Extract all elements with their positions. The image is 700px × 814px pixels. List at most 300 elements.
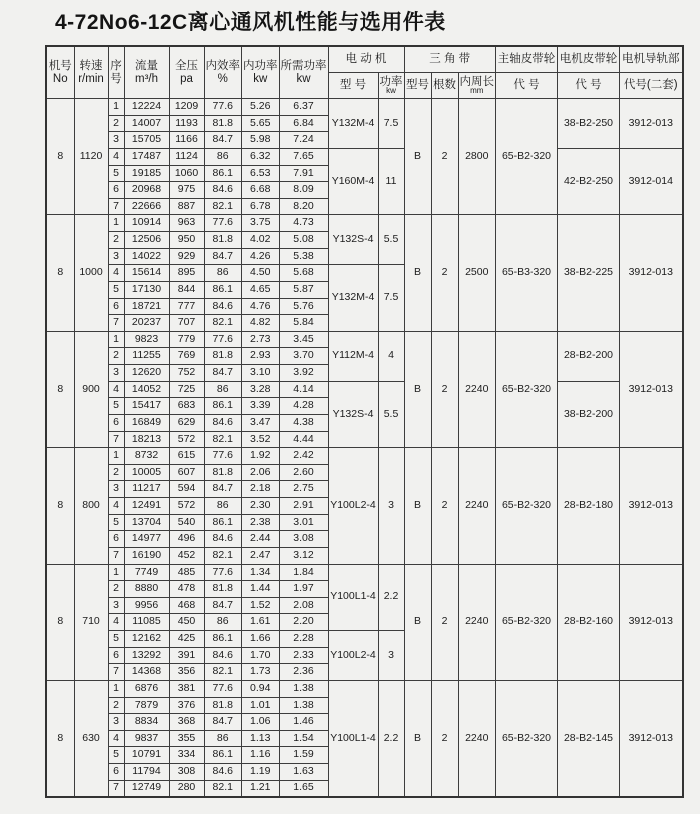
cell-motor-power: 5.5 bbox=[378, 215, 404, 265]
cell-rail-code: 3912-013 bbox=[620, 680, 683, 796]
cell-pressure: 1166 bbox=[169, 132, 204, 149]
cell-belt-count: 2 bbox=[431, 448, 458, 564]
cell-flow: 12491 bbox=[124, 498, 169, 515]
header-motor-sub-1: 功率 kw bbox=[378, 73, 404, 99]
cell-flow: 7879 bbox=[124, 697, 169, 714]
cell-required-power: 3.08 bbox=[279, 531, 328, 548]
header-flow: 流量 m³/h bbox=[124, 46, 169, 99]
cell-flow: 9837 bbox=[124, 730, 169, 747]
cell-internal-power: 1.44 bbox=[242, 581, 280, 598]
cell-pressure: 779 bbox=[169, 331, 204, 348]
cell-required-power: 3.45 bbox=[279, 331, 328, 348]
cell-rail-code: 3912-013 bbox=[620, 99, 683, 149]
cell-efficiency: 84.7 bbox=[204, 714, 242, 731]
cell-required-power: 2.91 bbox=[279, 498, 328, 515]
cell-seq: 2 bbox=[108, 348, 124, 365]
cell-pressure: 496 bbox=[169, 531, 204, 548]
cell-efficiency: 82.1 bbox=[204, 547, 242, 564]
cell-seq: 3 bbox=[108, 597, 124, 614]
cell-required-power: 2.36 bbox=[279, 664, 328, 681]
cell-required-power: 2.08 bbox=[279, 597, 328, 614]
header-group-motor: 电 动 机 bbox=[328, 46, 404, 73]
cell-speed: 1120 bbox=[74, 99, 108, 215]
cell-belt-model: B bbox=[404, 99, 431, 215]
cell-shaft-pulley-code: 65-B2-320 bbox=[496, 680, 558, 796]
cell-seq: 6 bbox=[108, 414, 124, 431]
cell-required-power: 1.65 bbox=[279, 780, 328, 797]
cell-required-power: 7.91 bbox=[279, 165, 328, 182]
table-head bbox=[46, 46, 683, 99]
header-motor-rail-sub-0: 代号(二套) bbox=[620, 73, 683, 99]
cell-seq: 5 bbox=[108, 165, 124, 182]
cell-internal-power: 4.76 bbox=[242, 298, 280, 315]
cell-motor-model: Y132M-4 bbox=[328, 265, 378, 332]
cell-pressure: 769 bbox=[169, 348, 204, 365]
cell-flow: 10914 bbox=[124, 215, 169, 232]
cell-belt-model: B bbox=[404, 680, 431, 796]
cell-internal-power: 1.52 bbox=[242, 597, 280, 614]
cell-flow: 15614 bbox=[124, 265, 169, 282]
cell-efficiency: 86 bbox=[204, 498, 242, 515]
header-group-motor-pulley: 电机皮带轮 bbox=[558, 46, 620, 73]
cell-seq: 7 bbox=[108, 664, 124, 681]
cell-efficiency: 84.6 bbox=[204, 298, 242, 315]
header-efficiency: 内效率 % bbox=[204, 46, 242, 99]
cell-belt-count: 2 bbox=[431, 215, 458, 331]
header-speed: 转速 r/min bbox=[74, 46, 108, 99]
header-machine-no: 机号 No bbox=[46, 46, 74, 99]
cell-flow: 16190 bbox=[124, 547, 169, 564]
cell-seq: 5 bbox=[108, 747, 124, 764]
cell-flow: 8732 bbox=[124, 448, 169, 465]
cell-internal-power: 4.82 bbox=[242, 315, 280, 332]
cell-seq: 5 bbox=[108, 281, 124, 298]
cell-belt-count: 2 bbox=[431, 680, 458, 796]
cell-internal-power: 1.21 bbox=[242, 780, 280, 797]
cell-belt-length: 2800 bbox=[458, 99, 496, 215]
cell-flow: 14022 bbox=[124, 248, 169, 265]
cell-flow: 10791 bbox=[124, 747, 169, 764]
cell-efficiency: 84.7 bbox=[204, 481, 242, 498]
cell-flow: 13292 bbox=[124, 647, 169, 664]
cell-seq: 2 bbox=[108, 115, 124, 132]
cell-internal-power: 5.26 bbox=[242, 99, 280, 116]
cell-seq: 6 bbox=[108, 647, 124, 664]
cell-internal-power: 6.53 bbox=[242, 165, 280, 182]
cell-flow: 15705 bbox=[124, 132, 169, 149]
cell-belt-length: 2500 bbox=[458, 215, 496, 331]
cell-internal-power: 1.61 bbox=[242, 614, 280, 631]
table-row bbox=[46, 381, 683, 398]
cell-seq: 4 bbox=[108, 614, 124, 631]
fan-spec-table bbox=[45, 45, 684, 798]
cell-belt-model: B bbox=[404, 448, 431, 564]
cell-pressure: 975 bbox=[169, 182, 204, 199]
cell-pressure: 683 bbox=[169, 398, 204, 415]
cell-internal-power: 1.16 bbox=[242, 747, 280, 764]
cell-efficiency: 84.6 bbox=[204, 764, 242, 781]
cell-motor-model: Y132M-4 bbox=[328, 99, 378, 149]
cell-pressure: 1209 bbox=[169, 99, 204, 116]
cell-efficiency: 86 bbox=[204, 265, 242, 282]
cell-internal-power: 5.98 bbox=[242, 132, 280, 149]
cell-seq: 6 bbox=[108, 182, 124, 199]
cell-internal-power: 2.44 bbox=[242, 531, 280, 548]
cell-machine-no: 8 bbox=[46, 680, 74, 796]
cell-efficiency: 81.8 bbox=[204, 232, 242, 249]
cell-flow: 22666 bbox=[124, 198, 169, 215]
cell-machine-no: 8 bbox=[46, 99, 74, 215]
cell-required-power: 3.92 bbox=[279, 365, 328, 382]
cell-belt-length: 2240 bbox=[458, 680, 496, 796]
cell-flow: 11217 bbox=[124, 481, 169, 498]
cell-seq: 4 bbox=[108, 498, 124, 515]
cell-belt-length: 2240 bbox=[458, 448, 496, 564]
cell-flow: 11255 bbox=[124, 348, 169, 365]
cell-motor-pulley-code: 28-B2-180 bbox=[558, 448, 620, 564]
cell-belt-model: B bbox=[404, 564, 431, 680]
table-row bbox=[46, 448, 683, 465]
cell-flow: 17130 bbox=[124, 281, 169, 298]
header-group-v-belt: 三 角 带 bbox=[404, 46, 496, 73]
cell-flow: 20968 bbox=[124, 182, 169, 199]
cell-pressure: 887 bbox=[169, 198, 204, 215]
cell-seq: 6 bbox=[108, 298, 124, 315]
cell-seq: 1 bbox=[108, 215, 124, 232]
cell-efficiency: 86.1 bbox=[204, 165, 242, 182]
cell-seq: 1 bbox=[108, 680, 124, 697]
cell-internal-power: 2.06 bbox=[242, 464, 280, 481]
cell-internal-power: 4.50 bbox=[242, 265, 280, 282]
header-group-motor-rail: 电机导轨部 bbox=[620, 46, 683, 73]
cell-motor-model: Y132S-4 bbox=[328, 381, 378, 448]
cell-internal-power: 4.65 bbox=[242, 281, 280, 298]
cell-rail-code: 3912-013 bbox=[620, 448, 683, 564]
cell-seq: 1 bbox=[108, 331, 124, 348]
cell-required-power: 7.24 bbox=[279, 132, 328, 149]
cell-required-power: 1.54 bbox=[279, 730, 328, 747]
cell-seq: 1 bbox=[108, 564, 124, 581]
cell-motor-model: Y100L1-4 bbox=[328, 564, 378, 631]
cell-efficiency: 81.8 bbox=[204, 697, 242, 714]
cell-motor-model: Y132S-4 bbox=[328, 215, 378, 265]
cell-motor-pulley-code: 28-B2-200 bbox=[558, 331, 620, 381]
cell-internal-power: 0.94 bbox=[242, 680, 280, 697]
cell-flow: 8834 bbox=[124, 714, 169, 731]
cell-efficiency: 82.1 bbox=[204, 664, 242, 681]
cell-efficiency: 86.1 bbox=[204, 747, 242, 764]
cell-internal-power: 3.52 bbox=[242, 431, 280, 448]
cell-internal-power: 3.47 bbox=[242, 414, 280, 431]
cell-flow: 12749 bbox=[124, 780, 169, 797]
cell-pressure: 725 bbox=[169, 381, 204, 398]
cell-motor-power: 4 bbox=[378, 331, 404, 381]
cell-seq: 7 bbox=[108, 547, 124, 564]
cell-flow: 9823 bbox=[124, 331, 169, 348]
cell-efficiency: 81.8 bbox=[204, 581, 242, 598]
cell-required-power: 7.65 bbox=[279, 148, 328, 165]
cell-pressure: 1193 bbox=[169, 115, 204, 132]
cell-speed: 710 bbox=[74, 564, 108, 680]
cell-machine-no: 8 bbox=[46, 564, 74, 680]
cell-rail-code: 3912-014 bbox=[620, 148, 683, 215]
header-seq: 序 号 bbox=[108, 46, 124, 99]
header-v-belt-sub-0: 型号 bbox=[404, 73, 431, 99]
cell-efficiency: 82.1 bbox=[204, 198, 242, 215]
cell-pressure: 929 bbox=[169, 248, 204, 265]
cell-internal-power: 2.30 bbox=[242, 498, 280, 515]
cell-flow: 13704 bbox=[124, 514, 169, 531]
cell-internal-power: 6.32 bbox=[242, 148, 280, 165]
cell-pressure: 777 bbox=[169, 298, 204, 315]
cell-pressure: 950 bbox=[169, 232, 204, 249]
cell-pressure: 376 bbox=[169, 697, 204, 714]
cell-required-power: 2.75 bbox=[279, 481, 328, 498]
cell-shaft-pulley-code: 65-B2-320 bbox=[496, 448, 558, 564]
cell-motor-power: 7.5 bbox=[378, 99, 404, 149]
cell-internal-power: 1.13 bbox=[242, 730, 280, 747]
cell-internal-power: 2.93 bbox=[242, 348, 280, 365]
cell-belt-count: 2 bbox=[431, 564, 458, 680]
cell-required-power: 6.84 bbox=[279, 115, 328, 132]
cell-required-power: 5.87 bbox=[279, 281, 328, 298]
table-row bbox=[46, 331, 683, 348]
cell-efficiency: 86.1 bbox=[204, 514, 242, 531]
cell-efficiency: 82.1 bbox=[204, 315, 242, 332]
cell-efficiency: 77.6 bbox=[204, 331, 242, 348]
cell-seq: 4 bbox=[108, 381, 124, 398]
cell-motor-model: Y100L2-4 bbox=[328, 631, 378, 681]
cell-speed: 1000 bbox=[74, 215, 108, 331]
cell-seq: 7 bbox=[108, 315, 124, 332]
cell-required-power: 5.08 bbox=[279, 232, 328, 249]
cell-pressure: 450 bbox=[169, 614, 204, 631]
cell-required-power: 2.28 bbox=[279, 631, 328, 648]
cell-seq: 3 bbox=[108, 365, 124, 382]
cell-required-power: 5.84 bbox=[279, 315, 328, 332]
cell-seq: 7 bbox=[108, 431, 124, 448]
cell-required-power: 1.38 bbox=[279, 680, 328, 697]
cell-internal-power: 2.18 bbox=[242, 481, 280, 498]
cell-pressure: 707 bbox=[169, 315, 204, 332]
cell-internal-power: 6.68 bbox=[242, 182, 280, 199]
cell-speed: 800 bbox=[74, 448, 108, 564]
cell-efficiency: 77.6 bbox=[204, 448, 242, 465]
cell-internal-power: 1.70 bbox=[242, 647, 280, 664]
cell-pressure: 485 bbox=[169, 564, 204, 581]
cell-belt-model: B bbox=[404, 331, 431, 447]
header-group-shaft-pulley: 主轴皮带轮 bbox=[496, 46, 558, 73]
cell-seq: 3 bbox=[108, 248, 124, 265]
cell-internal-power: 6.78 bbox=[242, 198, 280, 215]
cell-required-power: 2.20 bbox=[279, 614, 328, 631]
cell-flow: 15417 bbox=[124, 398, 169, 415]
cell-internal-power: 1.19 bbox=[242, 764, 280, 781]
cell-efficiency: 86.1 bbox=[204, 631, 242, 648]
cell-flow: 14368 bbox=[124, 664, 169, 681]
cell-motor-power: 3 bbox=[378, 448, 404, 564]
cell-pressure: 572 bbox=[169, 431, 204, 448]
cell-required-power: 1.97 bbox=[279, 581, 328, 598]
cell-efficiency: 77.6 bbox=[204, 215, 242, 232]
cell-required-power: 8.20 bbox=[279, 198, 328, 215]
cell-seq: 1 bbox=[108, 448, 124, 465]
cell-efficiency: 84.7 bbox=[204, 597, 242, 614]
cell-motor-power: 5.5 bbox=[378, 381, 404, 448]
cell-required-power: 1.84 bbox=[279, 564, 328, 581]
header-shaft-pulley-sub-0: 代 号 bbox=[496, 73, 558, 99]
cell-pressure: 452 bbox=[169, 547, 204, 564]
table-row bbox=[46, 680, 683, 697]
cell-rail-code: 3912-013 bbox=[620, 331, 683, 447]
cell-flow: 14007 bbox=[124, 115, 169, 132]
cell-efficiency: 81.8 bbox=[204, 115, 242, 132]
cell-flow: 10005 bbox=[124, 464, 169, 481]
cell-seq: 7 bbox=[108, 780, 124, 797]
cell-belt-count: 2 bbox=[431, 331, 458, 447]
cell-belt-length: 2240 bbox=[458, 564, 496, 680]
cell-pressure: 468 bbox=[169, 597, 204, 614]
cell-flow: 12224 bbox=[124, 99, 169, 116]
cell-pressure: 391 bbox=[169, 647, 204, 664]
table-row bbox=[46, 215, 683, 232]
cell-flow: 12162 bbox=[124, 631, 169, 648]
cell-motor-model: Y100L1-4 bbox=[328, 680, 378, 796]
cell-motor-power: 2.2 bbox=[378, 564, 404, 631]
cell-flow: 18213 bbox=[124, 431, 169, 448]
cell-internal-power: 1.73 bbox=[242, 664, 280, 681]
cell-motor-power: 11 bbox=[378, 148, 404, 215]
cell-required-power: 1.59 bbox=[279, 747, 328, 764]
cell-required-power: 1.38 bbox=[279, 697, 328, 714]
cell-seq: 1 bbox=[108, 99, 124, 116]
cell-flow: 18721 bbox=[124, 298, 169, 315]
cell-internal-power: 2.73 bbox=[242, 331, 280, 348]
cell-efficiency: 82.1 bbox=[204, 780, 242, 797]
table-row bbox=[46, 564, 683, 581]
cell-required-power: 5.38 bbox=[279, 248, 328, 265]
cell-pressure: 381 bbox=[169, 680, 204, 697]
cell-required-power: 3.70 bbox=[279, 348, 328, 365]
cell-pressure: 629 bbox=[169, 414, 204, 431]
cell-flow: 20237 bbox=[124, 315, 169, 332]
cell-efficiency: 84.6 bbox=[204, 647, 242, 664]
cell-efficiency: 77.6 bbox=[204, 99, 242, 116]
header-v-belt-sub-1: 根数 bbox=[431, 73, 458, 99]
header-pressure: 全压 pa bbox=[169, 46, 204, 99]
cell-pressure: 607 bbox=[169, 464, 204, 481]
cell-shaft-pulley-code: 65-B2-320 bbox=[496, 331, 558, 447]
cell-seq: 6 bbox=[108, 531, 124, 548]
cell-efficiency: 86 bbox=[204, 381, 242, 398]
cell-required-power: 5.76 bbox=[279, 298, 328, 315]
cell-motor-model: Y160M-4 bbox=[328, 148, 378, 215]
cell-seq: 5 bbox=[108, 398, 124, 415]
cell-seq: 2 bbox=[108, 464, 124, 481]
cell-internal-power: 1.92 bbox=[242, 448, 280, 465]
cell-seq: 7 bbox=[108, 198, 124, 215]
cell-pressure: 540 bbox=[169, 514, 204, 531]
cell-efficiency: 84.6 bbox=[204, 531, 242, 548]
cell-pressure: 844 bbox=[169, 281, 204, 298]
cell-flow: 9956 bbox=[124, 597, 169, 614]
cell-flow: 12506 bbox=[124, 232, 169, 249]
cell-motor-pulley-code: 28-B2-145 bbox=[558, 680, 620, 796]
cell-motor-power: 7.5 bbox=[378, 265, 404, 332]
cell-rail-code: 3912-013 bbox=[620, 564, 683, 680]
cell-pressure: 1124 bbox=[169, 148, 204, 165]
cell-flow: 6876 bbox=[124, 680, 169, 697]
cell-seq: 4 bbox=[108, 730, 124, 747]
cell-required-power: 4.38 bbox=[279, 414, 328, 431]
cell-machine-no: 8 bbox=[46, 448, 74, 564]
table-row bbox=[46, 148, 683, 165]
cell-efficiency: 84.6 bbox=[204, 414, 242, 431]
cell-belt-count: 2 bbox=[431, 99, 458, 215]
cell-required-power: 5.68 bbox=[279, 265, 328, 282]
cell-shaft-pulley-code: 65-B3-320 bbox=[496, 215, 558, 331]
cell-efficiency: 77.6 bbox=[204, 680, 242, 697]
cell-machine-no: 8 bbox=[46, 215, 74, 331]
page-title: 4-72No6-12C离心通风机性能与选用件表 bbox=[55, 11, 446, 34]
cell-pressure: 963 bbox=[169, 215, 204, 232]
header-internal-power: 内功率 kw bbox=[242, 46, 280, 99]
cell-speed: 630 bbox=[74, 680, 108, 796]
cell-required-power: 2.33 bbox=[279, 647, 328, 664]
cell-belt-model: B bbox=[404, 215, 431, 331]
cell-efficiency: 84.7 bbox=[204, 365, 242, 382]
cell-motor-model: Y112M-4 bbox=[328, 331, 378, 381]
cell-internal-power: 3.39 bbox=[242, 398, 280, 415]
cell-required-power: 3.12 bbox=[279, 547, 328, 564]
cell-internal-power: 1.06 bbox=[242, 714, 280, 731]
cell-efficiency: 84.7 bbox=[204, 248, 242, 265]
cell-flow: 14977 bbox=[124, 531, 169, 548]
cell-flow: 16849 bbox=[124, 414, 169, 431]
cell-efficiency: 82.1 bbox=[204, 431, 242, 448]
cell-shaft-pulley-code: 65-B2-320 bbox=[496, 564, 558, 680]
cell-pressure: 356 bbox=[169, 664, 204, 681]
cell-internal-power: 4.02 bbox=[242, 232, 280, 249]
cell-flow: 11794 bbox=[124, 764, 169, 781]
cell-required-power: 2.60 bbox=[279, 464, 328, 481]
cell-internal-power: 5.65 bbox=[242, 115, 280, 132]
cell-internal-power: 2.47 bbox=[242, 547, 280, 564]
cell-pressure: 425 bbox=[169, 631, 204, 648]
cell-internal-power: 4.26 bbox=[242, 248, 280, 265]
cell-pressure: 334 bbox=[169, 747, 204, 764]
cell-pressure: 308 bbox=[169, 764, 204, 781]
cell-pressure: 355 bbox=[169, 730, 204, 747]
cell-internal-power: 1.34 bbox=[242, 564, 280, 581]
header-motor-sub-0: 型 号 bbox=[328, 73, 378, 99]
cell-flow: 7749 bbox=[124, 564, 169, 581]
cell-flow: 8880 bbox=[124, 581, 169, 598]
cell-seq: 3 bbox=[108, 132, 124, 149]
cell-seq: 4 bbox=[108, 265, 124, 282]
cell-efficiency: 81.8 bbox=[204, 348, 242, 365]
header-v-belt-sub-2: 内周长 mm bbox=[458, 73, 496, 99]
cell-machine-no: 8 bbox=[46, 331, 74, 447]
cell-internal-power: 3.10 bbox=[242, 365, 280, 382]
cell-pressure: 895 bbox=[169, 265, 204, 282]
cell-seq: 5 bbox=[108, 631, 124, 648]
cell-motor-pulley-code: 28-B2-160 bbox=[558, 564, 620, 680]
cell-efficiency: 86 bbox=[204, 730, 242, 747]
cell-motor-model: Y100L2-4 bbox=[328, 448, 378, 564]
cell-speed: 900 bbox=[74, 331, 108, 447]
cell-required-power: 4.14 bbox=[279, 381, 328, 398]
